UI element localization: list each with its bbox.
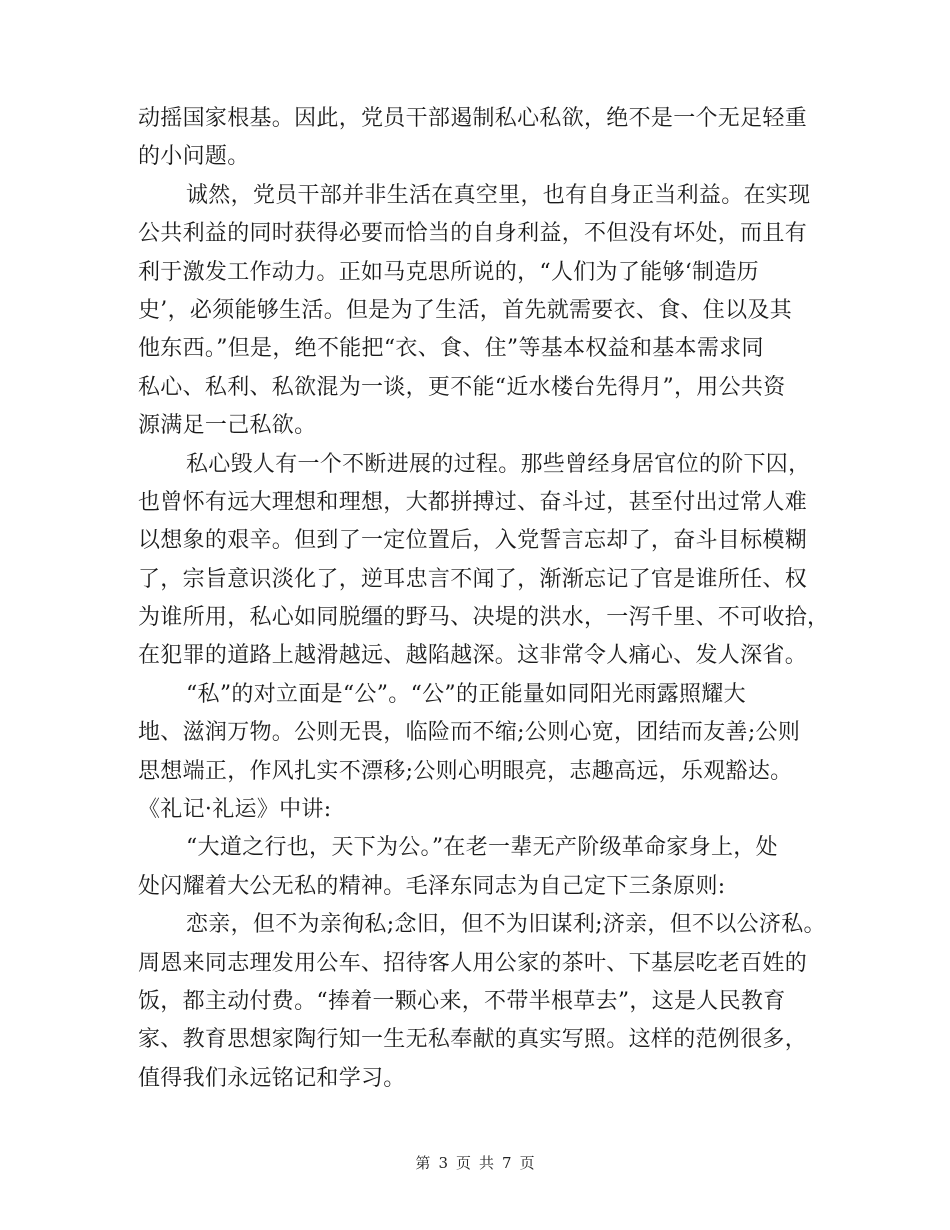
text-line: 周恩来同志理发用公车、招待客人用公家的茶叶、下基层吃老百姓的 — [138, 950, 808, 976]
current-page-number: 3 — [438, 1154, 448, 1172]
text-line: 史’，必须能够生活。但是为了生活，首先就需要衣、食、住以及其 — [138, 297, 792, 323]
text-line: 动摇国家根基。因此，党员干部遏制私心私欲，绝不是一个无足轻重 — [138, 106, 808, 131]
total-page-number: 7 — [502, 1154, 512, 1172]
text-line: 家、教育思想家陶行知一生无私奉献的真实写照。这样的范例很多， — [138, 1027, 808, 1053]
text-line: 也曾怀有远大理想和理想，大都拼搏过、奋斗过，甚至付出过常人难 — [138, 489, 808, 515]
paragraph-start-line: 诚然，党员干部并非生活在真空里，也有自身正当利益。在实现 — [186, 182, 811, 208]
paragraph-start-line: 恋亲，但不为亲徇私;念旧，但不为旧谋利;济亲，但不以公济私。 — [186, 912, 826, 938]
footer-label-ye-2: 页 — [519, 1154, 535, 1172]
footer-label-di: 第 — [415, 1154, 431, 1172]
page-footer — [0, 1152, 950, 1173]
paragraph-start-line: “大道之行也，天下为公。”在老一辈无产阶级革命家身上，处 — [186, 835, 778, 861]
text-line: 私心、私利、私欲混为一谈，更不能“近水楼台先得月”，用公共资 — [138, 374, 786, 400]
paragraph-start-line: 私心毁人有一个不断进展的过程。那些曾经身居官位的阶下囚， — [186, 451, 811, 477]
footer-label-gong: 共 — [479, 1154, 495, 1172]
text-line: 思想端正，作风扎实不漂移;公则心明眼亮，志趣高远，乐观豁达。 — [138, 758, 793, 784]
text-line: 了，宗旨意识淡化了，逆耳忠言不闻了，渐渐忘记了官是谁所任、权 — [138, 566, 808, 592]
text-line: 公共利益的同时获得必要而恰当的自身利益，不但没有坏处，而且有 — [138, 221, 808, 247]
text-line: 在犯罪的道路上越滑越远、越陷越深。这非常令人痛心、发人深省。 — [138, 643, 808, 669]
text-line: 他东西。”但是，绝不能把“衣、食、住”等基本权益和基本需求同 — [138, 336, 764, 362]
text-line: 的小问题。 — [138, 144, 250, 170]
text-line: 《礼记·礼运》中讲: — [138, 797, 332, 823]
text-line: 源满足一己私欲。 — [138, 413, 317, 439]
text-line: 以想象的艰辛。但到了一定位置后，入党誓言忘却了，奋斗目标模糊 — [138, 528, 808, 554]
document-body — [138, 100, 830, 1098]
text-line: 值得我们永远铭记和学习。 — [138, 1065, 406, 1091]
text-line: 为谁所用，私心如同脱缰的野马、决堤的洪水，一泻千里、不可收拾， — [138, 605, 830, 631]
text-line: 饭，都主动付费。“捧着一颗心来，不带半根草去”，这是人民教育 — [138, 988, 786, 1014]
text-line: 利于激发工作动力。正如马克思所说的，“人们为了能够‘制造历 — [138, 259, 759, 285]
footer-label-ye: 页 — [455, 1154, 471, 1172]
paragraph-start-line: “私”的对立面是“公”。“公”的正能量如同阳光雨露照耀大 — [186, 681, 746, 707]
text-line: 处闪耀着大公无私的精神。毛泽东同志为自己定下三条原则: — [138, 873, 726, 899]
text-line: 地、滋润万物。公则无畏，临险而不缩;公则心宽，团结而友善;公则 — [138, 720, 801, 746]
